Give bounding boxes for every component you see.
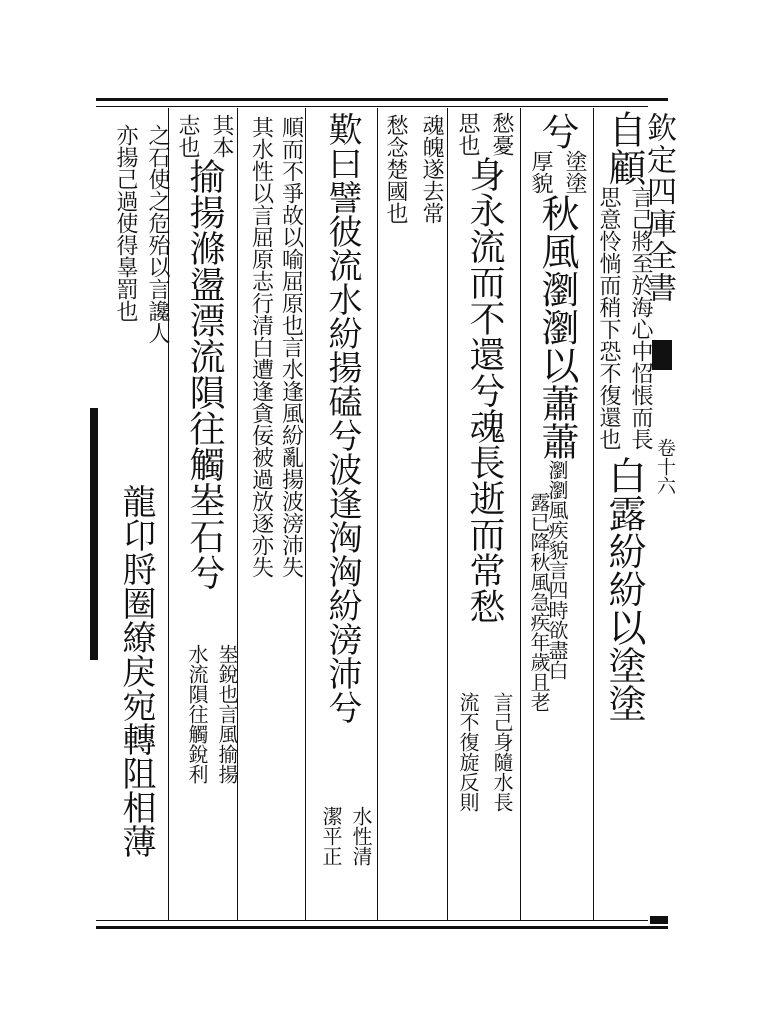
text-column-4 xyxy=(380,114,446,224)
top-inner-rule xyxy=(96,106,648,107)
commentary-text: 之石使之危殆以言讒人 xyxy=(145,124,170,344)
commentary-text: 瀏瀏風疾貌言四時欲盡白 xyxy=(545,460,569,680)
text-column-3 xyxy=(450,112,518,624)
main-text: 歎曰譬彼流水紛揚磕兮波逢洶洶紛滂沛兮 xyxy=(322,112,362,724)
text-column-8 xyxy=(172,114,236,590)
commentary-text: 厚貌 xyxy=(528,150,553,194)
column-divider xyxy=(447,108,448,920)
commentary-text: 潔平正 xyxy=(319,806,343,866)
commentary-text: 塗塗 xyxy=(562,150,587,194)
main-text: 揄揚滌盪漂流隕往觸峚石兮 xyxy=(184,158,225,590)
commentary-text: 順而不爭故以喻屈原也言水逢風紛亂揚波滂沛失 xyxy=(278,116,304,578)
fish-tail-mark xyxy=(652,340,672,370)
bottom-inner-rule xyxy=(96,920,648,921)
column-divider xyxy=(237,108,238,920)
top-border-rule xyxy=(96,98,668,101)
commentary-text: 水流隕往觸銳利 xyxy=(185,644,209,784)
commentary-text: 愁憂 xyxy=(489,112,514,156)
page-edge-mark xyxy=(650,916,668,924)
commentary-text: 志也 xyxy=(175,114,200,158)
commentary-text: 亦揚己過使得辠罰也 xyxy=(113,124,138,322)
binding-spine-mark xyxy=(90,408,98,660)
commentary-text: 言己將至於海心中怊悵而長 xyxy=(628,186,653,450)
volume-number: 卷十六 xyxy=(654,438,676,495)
column-divider xyxy=(520,108,521,920)
bottom-border-rule xyxy=(96,926,668,929)
commentary-text: 愁念楚國也 xyxy=(383,114,408,224)
text-column-1 xyxy=(596,110,652,722)
main-text: 秋風瀏瀏以蕭蕭 xyxy=(535,194,579,460)
main-text: 兮 xyxy=(535,112,579,150)
main-text: 身永流而不還兮魂長逝而常愁 xyxy=(464,156,505,624)
commentary-text: 其本 xyxy=(209,114,234,158)
commentary-text: 魂魄遂去常 xyxy=(419,114,444,224)
commentary-text: 其水性以言屈原志行清白遭逢貪佞被過放逐亦失 xyxy=(248,116,274,578)
main-text: 自顧 xyxy=(602,110,646,186)
book-title: 欽定四庫全書 xyxy=(641,112,676,304)
text-column-5 xyxy=(312,112,372,724)
commentary-text: 流不復旋反則 xyxy=(456,692,480,812)
commentary-text: 露已降秋風急疾年歲且老 xyxy=(527,492,551,712)
commentary-text: 思意怜惝而稍下恐不復還也 xyxy=(596,186,621,450)
column-divider xyxy=(377,108,378,920)
commentary-text: 峚銳也言風揄揚 xyxy=(215,644,239,784)
commentary-text: 言己身隨水長 xyxy=(490,692,514,812)
commentary-text: 思也 xyxy=(455,112,480,156)
main-text: 龍卬脟圈繚戾宛轉阻相薄 xyxy=(116,484,156,858)
main-text: 白露紛紛以塗塗 xyxy=(602,456,646,722)
commentary-text: 水性清 xyxy=(349,806,373,866)
